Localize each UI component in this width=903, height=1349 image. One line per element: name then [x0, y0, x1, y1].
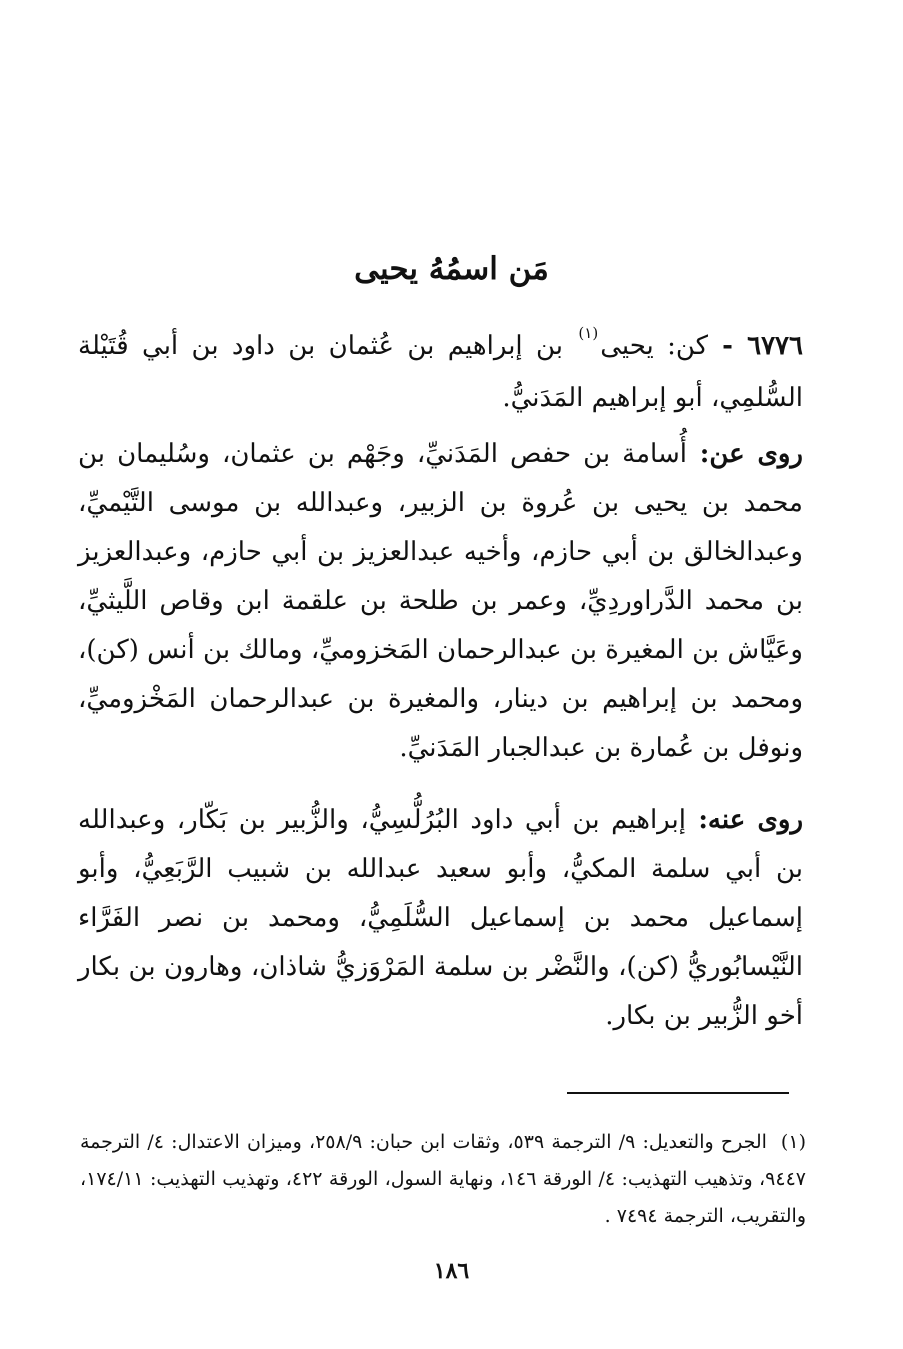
entry-name: يحيى: [600, 331, 654, 361]
footnote-text: الجرح والتعديل: ٩/ الترجمة ٥٣٩، وثقات ابن حبان: ٢٥٨/٩، وميزان الاعتدال: ٤/ الترجمة ٩٤٤٧، وتذهيب التهذيب: ٤/ الورقة ١٤٦، ونهاية السول، الورقة ٤٢٢، وتهذيب التهذيب: ١٧٤/١١، والتقريب، الترجمة ٧٤٩٤ .: [80, 1131, 806, 1227]
entry-lineage: بن إبراهيم بن عُثمان بن داود بن أبي قُتَيْلة السُّلمِي، أبو إبراهيم المَدَنيُّ.: [78, 331, 803, 413]
entry-siglum: كن:: [653, 331, 709, 361]
footnote-divider: [567, 1092, 789, 1094]
entry-dash: -: [708, 331, 748, 361]
footnote-marker: (١): [780, 1131, 806, 1153]
footnote-reference[interactable]: (١): [578, 324, 599, 342]
narrated-by-paragraph: [78, 796, 803, 1041]
narrated-from-paragraph: [78, 430, 803, 773]
narrated-from-text: أُسامة بن حفص المَدَنيِّ، وجَهْم بن عثمان، وسُليمان بن محمد بن يحيى بن عُروة بن الزبير، وعبدالله بن موسى التَّيْميِّ، وعبدالخالق بن أبي حازم، وأخيه عبدالعزيز بن أبي حازم، وعبدالعزيز بن محمد الدَّراوردِيِّ، وعمر بن طلحة بن علقمة ابن وقاص اللَّيثيِّ، وعَيَّاش بن المغيرة بن عبدالرحمان المَخزوميِّ، ومالك بن أنس (كن)، ومحمد بن إبراهيم بن دينار، والمغيرة بن عبدالرحمان المَخْزوميِّ، ونوفل بن عُمارة بن عبدالجبار المَدَنيِّ.: [78, 439, 803, 763]
section-heading: مَن اسمُهُ يحيى: [354, 251, 549, 287]
entry-number: ٦٧٧٦: [747, 331, 803, 361]
page-number: ١٨٦: [433, 1258, 470, 1284]
footnote: [80, 1124, 806, 1235]
narrated-from-label: روى عن:: [686, 439, 803, 469]
narrated-by-text: إبراهيم بن أبي داود البُرُلُّسِيُّ، والزُّبير بن بَكّار، وعبدالله بن أبي سلمة المكيُّ، وأبو سعيد عبدالله بن شبيب الرَّبَعِيُّ، وأبو إسماعيل محمد بن إسماعيل السُّلَمِيُّ، ومحمد بن نصر الفَرَّاء النَّيْسابُوريُّ (كن)، والنَّضْر بن سلمة المَرْوَزيُّ شاذان، وهارون بن بكار أخو الزُّبير بن بكار.: [78, 805, 803, 1031]
biography-entry: [78, 322, 803, 423]
narrated-by-label: روى عنه:: [686, 805, 803, 835]
